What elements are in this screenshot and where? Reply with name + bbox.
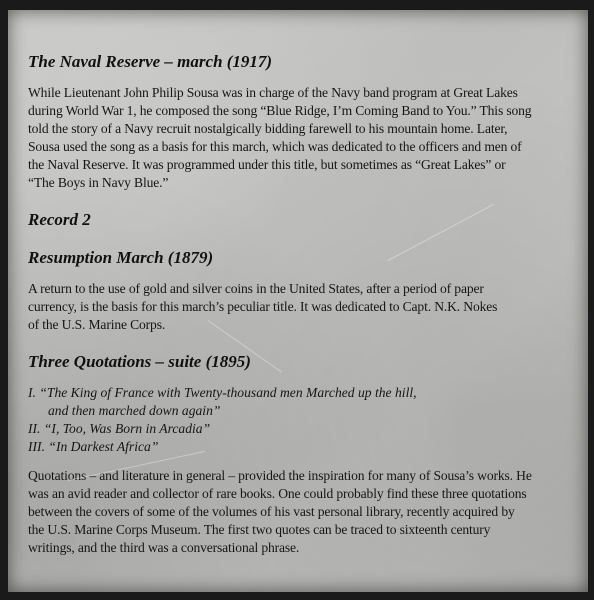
text-line: during World War 1, he composed the song “Blue Ridge, I’m Coming Band to You.” This song — [28, 103, 532, 118]
text-line: the Naval Reserve. It was programmed under this title, but sometimes as “Great Lakes” or — [28, 157, 506, 172]
liner-notes-sheet — [8, 10, 588, 592]
text-line: told the story of a Navy recruit nostalgically bidding farewell to his mountain home. Later, — [28, 121, 508, 136]
text-line: While Lieutenant John Philip Sousa was in charge of the Navy band program at Great Lakes — [28, 85, 518, 100]
text-line: of the U.S. Marine Corps. — [28, 317, 166, 332]
text-line: A return to the use of gold and silver coins in the United States, after a period of paper — [28, 281, 484, 296]
three-quotations-text — [28, 467, 574, 557]
three-quotations-heading: Three Quotations – suite (1895) — [28, 352, 251, 371]
quotation-item: III. “In Darkest Africa” — [28, 439, 159, 454]
text-line: the U.S. Marine Corps Museum. The first two quotes can be traced to sixteenth century — [28, 522, 491, 537]
naval-reserve-text — [28, 84, 574, 192]
text-line: between the covers of some of the volumes of his vast personal library, recently acquired by — [28, 504, 515, 519]
quotation-item: I. “The King of France with Twenty-thousand men Marched up the hill, — [28, 385, 417, 400]
text-line: Sousa used the song as a basis for this march, which was dedicated to the officers and men of — [28, 139, 522, 154]
quotation-item-continuation: and then marched down again” — [48, 403, 221, 418]
record-heading: Record 2 — [28, 210, 91, 229]
text-line: Quotations – and literature in general – provided the inspiration for many of Sousa’s works. He — [28, 468, 532, 483]
quotation-list — [28, 384, 574, 456]
naval-reserve-heading: The Naval Reserve – march (1917) — [28, 52, 273, 71]
text-line: currency, is the basis for this march’s peculiar title. It was dedicated to Capt. N.K. Nokes — [28, 299, 498, 314]
text-line: was an avid reader and collector of rare books. One could probably find these three quotations — [28, 486, 527, 501]
resumption-march-heading: Resumption March (1879) — [28, 248, 214, 267]
text-line: writings, and the third was a conversational phrase. — [28, 540, 300, 555]
quotation-item: II. “I, Too, Was Born in Arcadia” — [28, 421, 211, 436]
resumption-march-text — [28, 280, 574, 334]
text-line: “The Boys in Navy Blue.” — [28, 175, 169, 190]
